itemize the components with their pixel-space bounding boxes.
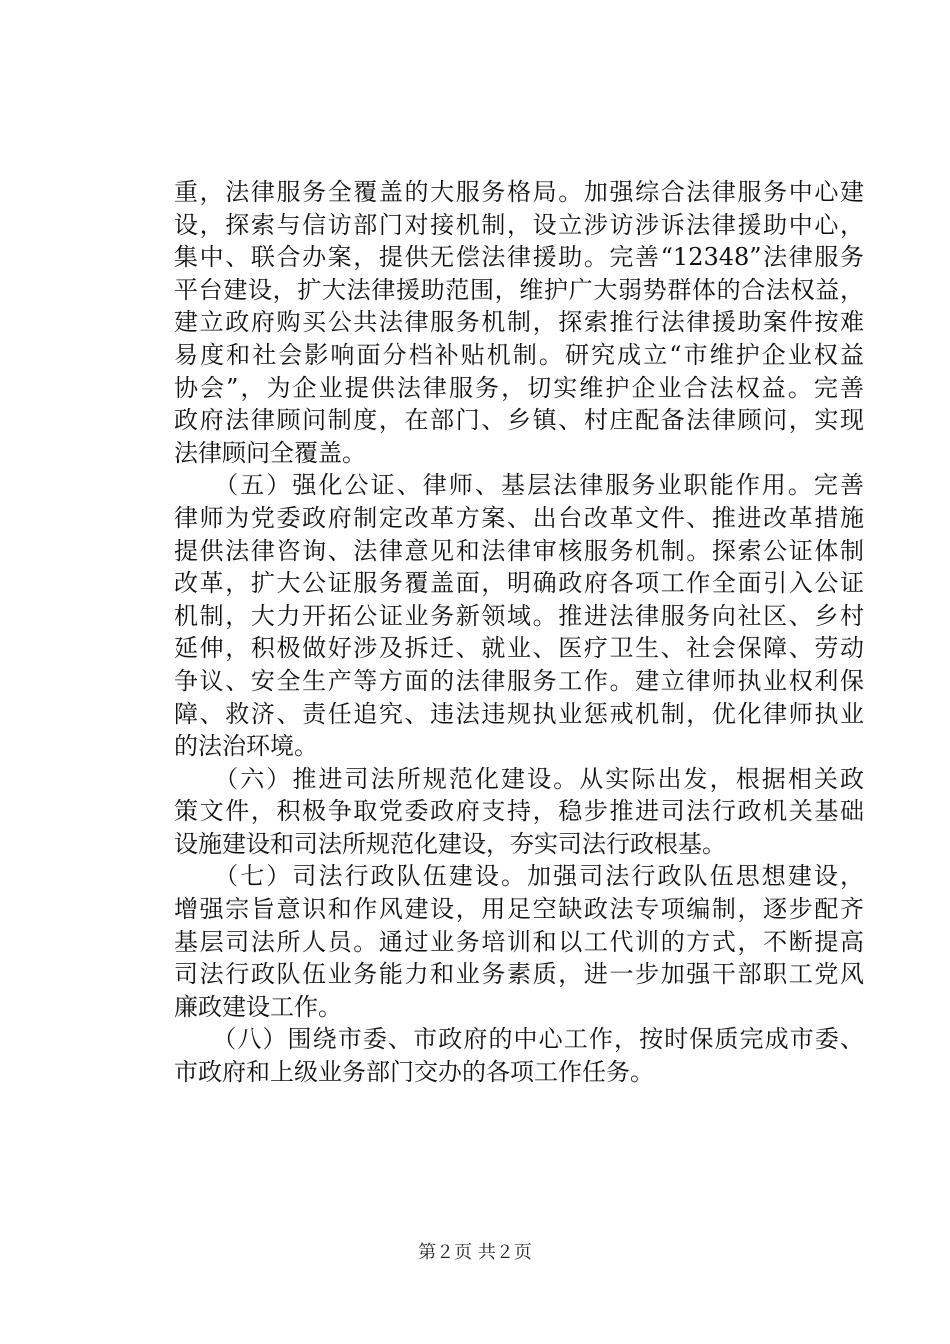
- text-line: 延伸，积极做好涉及拆迁、就业、医疗卫生、社会保障、劳动: [174, 634, 864, 663]
- text-line: （八）围绕市委、市政府的中心工作，按时保质完成市委、: [174, 1025, 864, 1054]
- text-line: 廉政建设工作。: [174, 992, 342, 1021]
- text-line: 设，探索与信访部门对接机制，设立涉访涉诉法律援助中心，: [174, 210, 864, 239]
- text-line: 政府法律顾问制度，在部门、乡镇、村庄配备法律顾问，实现: [174, 406, 864, 435]
- text-line: 的法治环境。: [174, 732, 318, 761]
- page-number-footer: 第２页 共２页: [418, 1242, 532, 1263]
- text-line: 建立政府购买公共法律服务机制，探索推行法律援助案件按难: [174, 308, 864, 337]
- text-line: 基层司法所人员。通过业务培训和以工代训的方式，不断提高: [174, 927, 864, 956]
- text-line: 增强宗旨意识和作风建设，用足空缺政法专项编制，逐步配齐: [174, 895, 864, 924]
- text-line: 障、救济、责任追究、违法违规执业惩戒机制，优化律师执业: [174, 699, 864, 728]
- text-line: 提供法律咨询、法律意见和法律审核服务机制。探索公证体制: [174, 536, 864, 565]
- text-line: 争议、安全生产等方面的法律服务工作。建立律师执业权利保: [174, 666, 864, 695]
- text-line: 机制，大力开拓公证业务新领域。推进法律服务向社区、乡村: [174, 601, 864, 630]
- text-line: 市政府和上级业务部门交办的各项工作任务。: [174, 1058, 654, 1087]
- text-line: （七）司法行政队伍建设。加强司法行政队伍思想建设，: [174, 862, 864, 891]
- text-line: 易度和社会影响面分档补贴机制。研究成立“市维护企业权益: [174, 340, 864, 369]
- text-line: 协会”，为企业提供法律服务，切实维护企业合法权益。完善: [174, 373, 864, 402]
- text-line: （六）推进司法所规范化建设。从实际出发，根据相关政: [174, 764, 864, 793]
- text-line: 司法行政队伍业务能力和业务素质，进一步加强干部职工党风: [174, 960, 864, 989]
- text-line: 律师为党委政府制定改革方案、出台改革文件、推进改革措施: [174, 503, 864, 532]
- text-line: （五）强化公证、律师、基层法律服务业职能作用。完善: [174, 471, 864, 500]
- text-line: 法律顾问全覆盖。: [174, 438, 366, 467]
- text-line: 改革，扩大公证服务覆盖面，明确政府各项工作全面引入公证: [174, 569, 864, 598]
- text-line: 重，法律服务全覆盖的大服务格局。加强综合法律服务中心建: [174, 178, 864, 206]
- text-line: 策文件，积极争取党委政府支持，稳步推进司法行政机关基础: [174, 797, 864, 826]
- body-text: [174, 176, 864, 1089]
- text-line: 集中、联合办案，提供无偿法律援助。完善“12348”法律服务: [174, 243, 864, 272]
- text-line: 设施建设和司法所规范化建设，夯实司法行政根基。: [174, 829, 726, 858]
- text-line: 平台建设，扩大法律援助范围，维护广大弱势群体的合法权益，: [174, 275, 864, 304]
